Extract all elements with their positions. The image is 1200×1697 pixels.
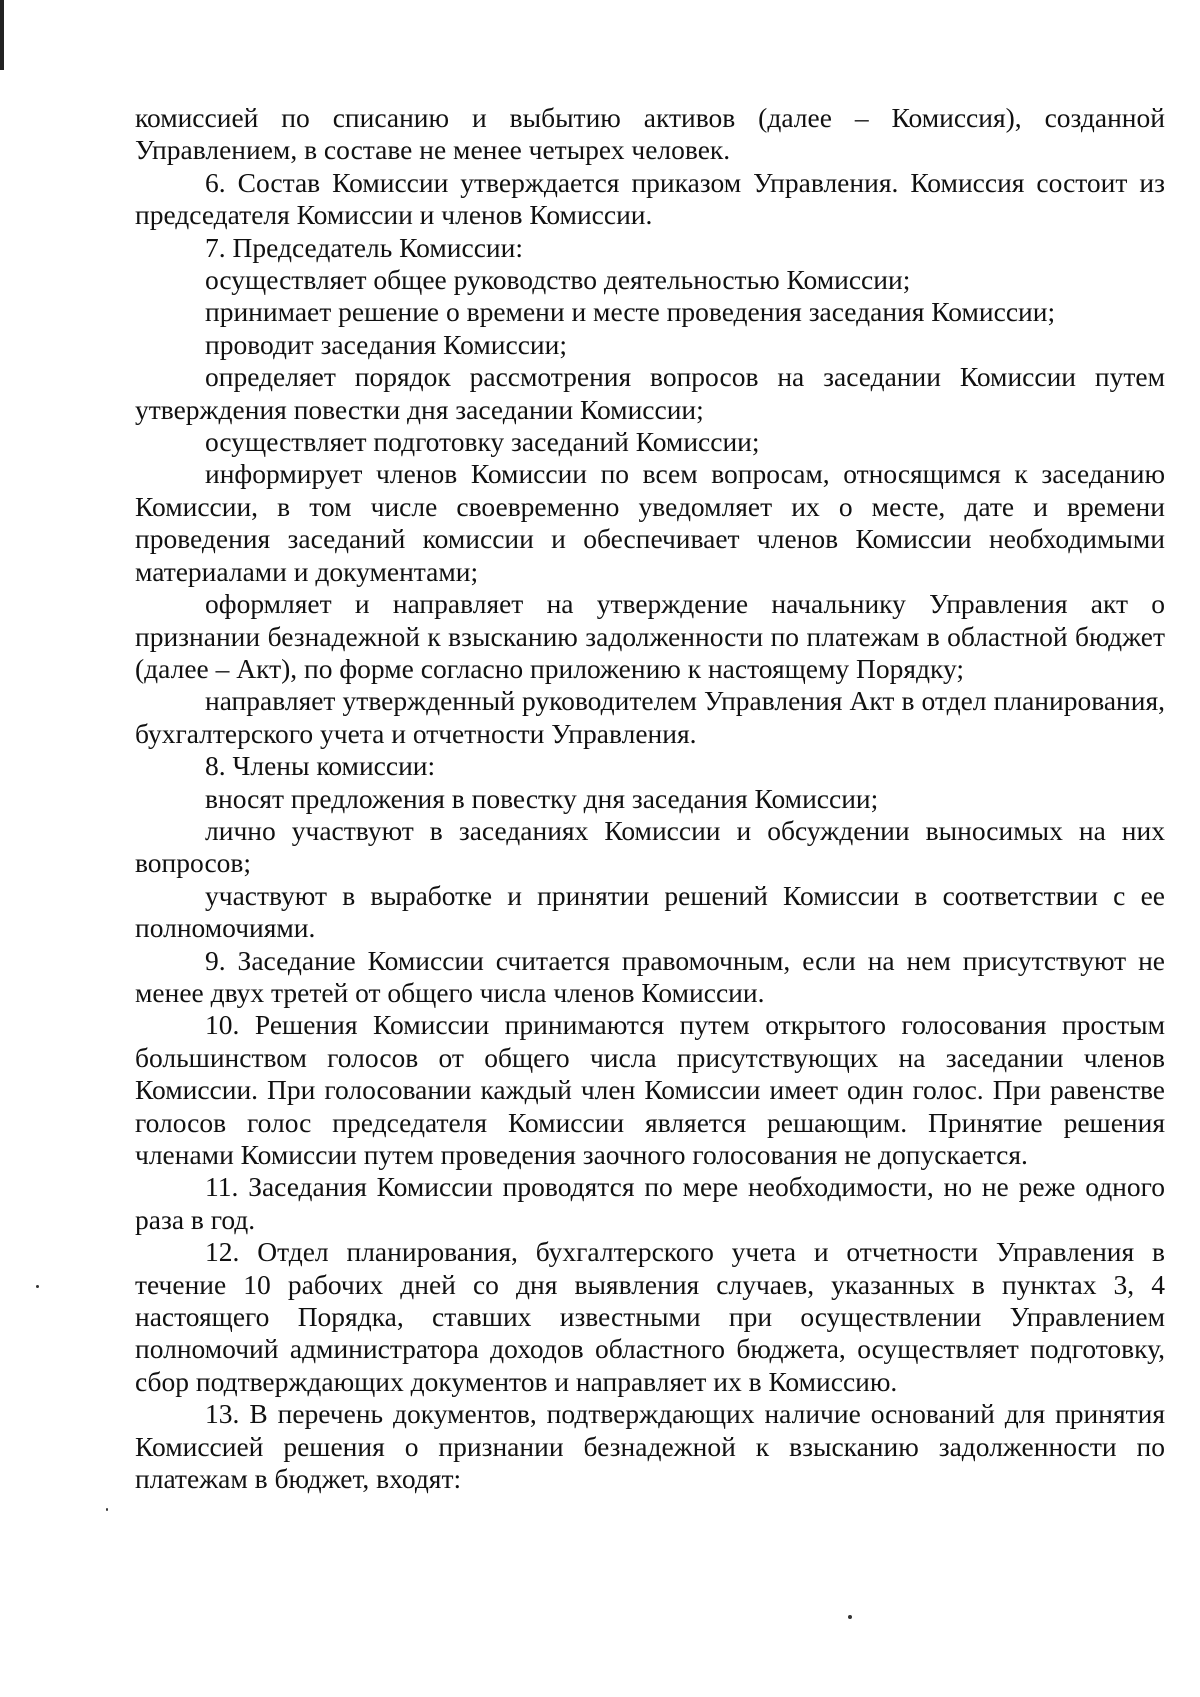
scan-speck	[848, 1615, 852, 1619]
document-body	[135, 102, 1165, 1495]
paragraph-chair-duty-2: принимает решение о времени и месте проведения заседания Комиссии;	[205, 296, 1056, 328]
paragraph-commission-intro: комиссией по списанию и выбытию активов (далее – Комиссия), созданной Управлением, в составе не менее четырех человек.	[135, 102, 1165, 166]
scan-speck	[106, 1508, 108, 1511]
paragraph-chair-duty-4: определяет порядок рассмотрения вопросов на заседании Комиссии путем утверждения повестки дня заседании Комиссии;	[135, 361, 1165, 425]
scan-edge-mark	[0, 0, 4, 70]
paragraph-chair-duty-8: направляет утвержденный руководителем Управления Акт в отдел планирования, бухгалтерского учета и отчетности Управления.	[135, 685, 1165, 749]
paragraph-item-7: 7. Председатель Комиссии:	[205, 231, 523, 263]
paragraph-chair-duty-5: осуществляет подготовку заседаний Комиссии;	[205, 426, 760, 458]
paragraph-item-11: 11. Заседания Комиссии проводятся по мере необходимости, но не реже одного раза в год.	[135, 1171, 1165, 1235]
paragraph-chair-duty-6: информирует членов Комиссии по всем вопросам, относящимся к заседанию Комиссии, в том числе своевременно уведомляет их о месте, дате и времени проведения заседаний комиссии и обеспечивает членов Комиссии необходимыми материалами и документами;	[135, 458, 1165, 587]
paragraph-chair-duty-7: оформляет и направляет на утверждение начальнику Управления акт о признании безнадежной к взысканию задолженности по платежам в областной бюджет (далее – Акт), по форме согласно приложению к настоящему Порядку;	[135, 588, 1165, 684]
paragraph-item-9: 9. Заседание Комиссии считается правомочным, если на нем присутствуют не менее двух третей от общего числа членов Комиссии.	[135, 944, 1165, 1008]
paragraph-member-duty-1: вносят предложения в повестку дня заседания Комиссии;	[205, 782, 879, 814]
paragraph-item-10: 10. Решения Комиссии принимаются путем открытого голосования простым большинством голосов от общего числа присутствующих на заседании членов Комиссии. При голосовании каждый член Комиссии имеет один голос. При равенстве голосов голос председателя Комиссии является решающим. Принятие решения членами Комиссии путем проведения заочного голосования не допускается.	[135, 1009, 1165, 1170]
paragraph-item-13: 13. В перечень документов, подтверждающих наличие оснований для принятия Комиссией решения о признании безнадежной к взысканию задолженности по платежам в бюджет, входят:	[135, 1398, 1165, 1495]
paragraph-chair-duty-3: проводит заседания Комиссии;	[205, 328, 567, 360]
paragraph-chair-duty-1: осуществляет общее руководство деятельностью Комиссии;	[205, 264, 911, 296]
paragraph-item-8: 8. Члены комиссии:	[205, 750, 436, 782]
paragraph-item-6: 6. Состав Комиссии утверждается приказом Управления. Комиссия состоит из председателя Комиссии и членов Комиссии.	[135, 166, 1165, 231]
paragraph-item-12: 12. Отдел планирования, бухгалтерского учета и отчетности Управления в течение 10 рабочих дней со дня выявления случаев, указанных в пунктах 3, 4 настоящего Порядка, ставших известными при осуществлении Управлением полномочий администратора доходов областного бюджета, осуществляет подготовку, сбор подтверждающих документов и направляет их в Комиссию.	[135, 1236, 1165, 1397]
paragraph-member-duty-3: участвуют в выработке и принятии решений Комиссии в соответствии с ее полномочиями.	[135, 879, 1165, 944]
paragraph-member-duty-2: лично участвуют в заседаниях Комиссии и обсуждении выносимых на них вопросов;	[135, 814, 1165, 879]
scan-speck	[36, 1285, 39, 1288]
